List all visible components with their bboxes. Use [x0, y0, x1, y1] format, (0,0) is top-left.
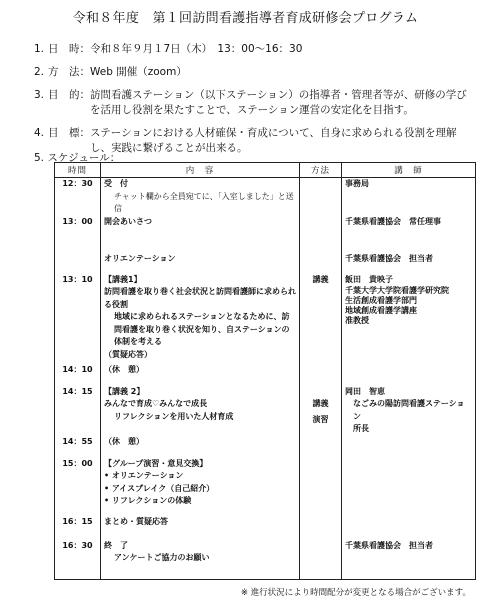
page-title: 令和８年度 第１回訪問看護指導者育成研修会プログラム [72, 11, 419, 26]
content-line: アンケートご協力のお願い [114, 553, 210, 562]
row-lecturer [342, 216, 476, 274]
row-time: 15：00 [55, 458, 101, 516]
table-row [55, 516, 476, 540]
item-value: Web 開催（zoom） [90, 66, 187, 78]
content-line: まとめ・質疑応答 [104, 516, 168, 526]
overview-item-method [34, 65, 474, 80]
item-number: 2. [34, 66, 45, 78]
item-number: 3. [34, 89, 45, 101]
row-lecturer [342, 540, 476, 580]
schedule-heading: 5. スケジュール： [34, 152, 121, 164]
table-row [55, 458, 476, 516]
item-key: 目 的： [48, 89, 90, 101]
item-value: 訪問看護ステーション（以下ステーション）の指導者・管理者等が、研修の学びを活用し役割を果たすことで、ステーション運営の安定化を目指す。 [90, 89, 467, 116]
row-method [300, 216, 342, 274]
row-lecturer [342, 516, 476, 540]
schedule-table [54, 162, 476, 580]
row-lecturer [342, 178, 476, 216]
row-content [101, 386, 300, 436]
lecturer-line: 飯田 貴映子 [345, 274, 393, 284]
table-row [55, 178, 476, 216]
item-number: 4. [34, 127, 45, 139]
row-method [300, 516, 342, 540]
row-content [101, 540, 300, 580]
row-method [300, 436, 342, 458]
row-content [101, 178, 300, 216]
row-time: 16：30 [55, 540, 101, 580]
row-content [101, 516, 300, 540]
row-content [101, 458, 300, 516]
lecturer-line: 千葉県看護協会 担当者 [345, 540, 433, 550]
header-lecturer: 講 師 [342, 163, 476, 178]
lecturer-line: 所長 [353, 424, 369, 433]
method-label: 講義 [312, 398, 329, 408]
header-content: 内 容 [101, 163, 300, 178]
row-method [300, 364, 342, 386]
overview-list [34, 42, 474, 164]
lecturer-line: 准教授 [345, 316, 369, 325]
table-row [55, 274, 476, 364]
content-line: • アイスブレイク（自己紹介） [104, 483, 215, 493]
table-row [55, 364, 476, 386]
lecturer-line: 事務局 [345, 179, 369, 188]
content-line: 【講義 2】 [104, 386, 145, 396]
content-line: 【グループ演習・意見交換】 [104, 458, 208, 468]
row-lecturer [342, 458, 476, 516]
item-number: 1. [34, 43, 45, 55]
row-lecturer [342, 436, 476, 458]
row-time: 12：30 [55, 178, 101, 216]
row-lecturer [342, 274, 476, 364]
item-key: 方 法： [48, 66, 90, 78]
row-content [101, 274, 300, 364]
header-time: 時間 [55, 163, 101, 178]
item-value: ステーションにおける人材確保・育成について、自身に求められる役割を理解し、実践に繋げることが出来る。 [90, 127, 457, 154]
method-label: 講義 [312, 274, 329, 284]
lecturer-line: 千葉県看護協会 常任理事 [345, 216, 441, 226]
table-row [55, 540, 476, 580]
lecturer-line: 生活創成看護学部門 [345, 296, 417, 305]
content-line: 【講義1】 [104, 274, 142, 284]
content-line: （休 憩） [104, 364, 144, 374]
row-time: 14：15 [55, 386, 101, 436]
row-content [101, 216, 300, 274]
row-lecturer [342, 386, 476, 436]
content-line: （質疑応答） [104, 349, 152, 359]
table-row [55, 216, 476, 274]
content-line: みんなで育成♡みんなで成長 [104, 399, 208, 408]
table-row [55, 436, 476, 458]
content-line: （休 憩） [104, 436, 144, 446]
content-line: 開会あいさつ [104, 216, 152, 226]
footnote: ※ 進行状況により時間配分が変更となる場合がございます。 [240, 588, 471, 598]
row-method [300, 178, 342, 216]
item-value: 令和８年９月１7日（木） 13：00〜16：30 [90, 43, 303, 55]
overview-item-purpose [34, 88, 474, 118]
method-label: 演習 [312, 415, 329, 424]
content-line: • オリエンテーション [104, 471, 184, 480]
row-method [300, 386, 342, 436]
table-row [55, 386, 476, 436]
row-time: 14：55 [55, 436, 101, 458]
item-key: 目 標： [48, 127, 90, 139]
table-header-row [55, 163, 476, 178]
header-method: 方法 [300, 163, 342, 178]
row-method [300, 458, 342, 516]
lecturer-line: 岡田 智恵 [345, 386, 385, 396]
row-time: 16：15 [55, 516, 101, 540]
content-line: リフレクションを用いた人材育成 [114, 411, 234, 421]
content-line: チャット欄から全員宛てに、「入室しました」と送信 [114, 191, 294, 213]
lecturer-line: なごみの陽訪問看護ステーション [353, 399, 465, 421]
row-time: 13：00 [55, 216, 101, 274]
content-line: オリエンテーション [104, 254, 176, 263]
lecturer-line: 地域創成看護学講座 [345, 306, 417, 315]
lecturer-line: 千葉大学大学院看護学研究院 [345, 286, 449, 295]
content-line: 地域に求められるステーションとなるために、訪問看護を取り巻く状況を知り、自ステーションの体制を考える [114, 312, 290, 346]
content-line: 終 了 [104, 540, 128, 550]
item-key: 日 時： [48, 43, 90, 55]
row-lecturer [342, 364, 476, 386]
row-method [300, 274, 342, 364]
content-line: 受 付 [104, 179, 128, 188]
row-time: 14：10 [55, 364, 101, 386]
row-content [101, 436, 300, 458]
lecturer-line: 千葉県看護協会 担当者 [345, 254, 433, 263]
row-content [101, 364, 300, 386]
row-time: 13：10 [55, 274, 101, 364]
row-method [300, 540, 342, 580]
overview-item-datetime [34, 42, 474, 57]
content-line: • リフレクションの体験 [104, 496, 192, 505]
content-line: 訪問看護を取り巻く社会状況と訪問看護師に求められる役割 [104, 287, 296, 309]
